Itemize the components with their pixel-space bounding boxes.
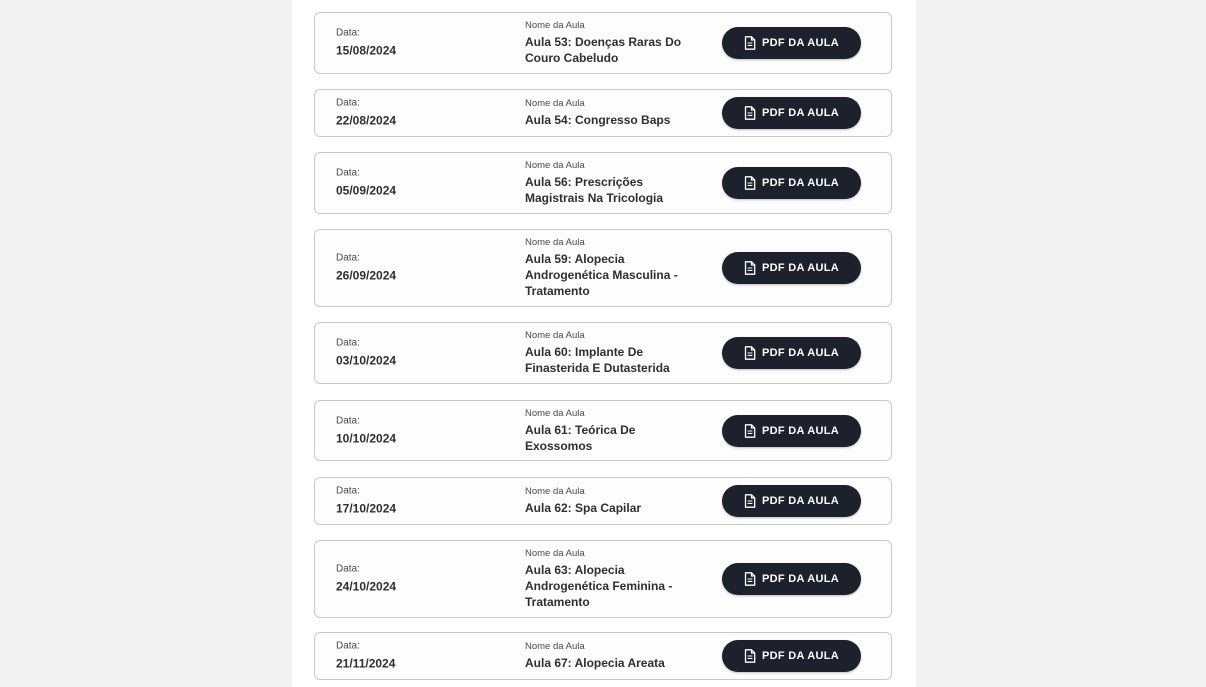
document-icon (744, 36, 756, 50)
lesson-card (314, 540, 892, 618)
date-label: Data: (336, 485, 360, 497)
pdf-button-label: PDF DA AULA (761, 424, 840, 437)
pdf-button-label: PDF DA AULA (761, 177, 840, 189)
name-label: Nome da Aula (525, 486, 585, 497)
document-icon (744, 572, 756, 586)
date-label: Data: (336, 640, 360, 652)
lesson-name: Aula 54: Congresso Baps (525, 113, 671, 127)
document-icon (744, 261, 756, 275)
pdf-button-label: PDF DA AULA (761, 37, 840, 49)
lesson-name: Aula 59: Alopecia Androgenética Masculina - Tratamento (525, 252, 678, 298)
lesson-card (314, 229, 892, 307)
name-block (525, 160, 695, 206)
date-block (336, 253, 396, 284)
pdf-download-button[interactable] (722, 167, 861, 199)
name-block (525, 98, 695, 128)
pdf-download-button[interactable] (722, 97, 861, 129)
pdf-button-label: PDF DA AULA (761, 495, 840, 507)
lesson-name: Aula 60: Implante De Finasterida E Dutasterida (525, 345, 670, 375)
date-block (336, 98, 396, 129)
date-label: Data: (336, 252, 360, 264)
lesson-name: Aula 61: Teórica De Exossomos (525, 422, 636, 453)
date-label: Data: (336, 563, 360, 575)
document-icon (744, 106, 756, 120)
pdf-download-button[interactable] (722, 563, 861, 595)
pdf-download-button[interactable] (722, 27, 861, 59)
pdf-download-button[interactable] (722, 415, 861, 447)
lesson-card (314, 89, 892, 137)
pdf-download-button[interactable] (722, 485, 861, 517)
name-label: Nome da Aula (525, 20, 585, 31)
pdf-download-button[interactable] (722, 337, 861, 369)
date-label: Data: (336, 97, 360, 109)
pdf-download-button[interactable] (722, 640, 861, 672)
lesson-date: 21/11/2024 (336, 656, 396, 671)
lesson-card (314, 12, 892, 74)
name-label: Nome da Aula (525, 160, 585, 171)
date-block (336, 415, 396, 446)
name-block (525, 548, 695, 610)
lesson-date: 05/09/2024 (336, 183, 397, 198)
lesson-date: 15/08/2024 (336, 43, 397, 58)
lesson-date: 17/10/2024 (336, 501, 397, 516)
date-block (336, 338, 396, 369)
pdf-button-label: PDF DA AULA (761, 650, 840, 662)
lesson-date: 24/10/2024 (336, 579, 397, 594)
document-icon (744, 176, 756, 190)
document-icon (744, 649, 756, 663)
name-block (525, 237, 695, 299)
pdf-button-label: PDF DA AULA (761, 262, 840, 274)
name-label: Nome da Aula (525, 641, 585, 652)
name-block (525, 641, 695, 671)
document-icon (744, 346, 756, 360)
lesson-date: 10/10/2024 (336, 431, 397, 445)
name-block (525, 408, 695, 454)
pdf-download-button[interactable] (722, 252, 861, 284)
pdf-button-label: PDF DA AULA (761, 107, 840, 119)
date-label: Data: (336, 27, 360, 39)
name-block (525, 486, 695, 516)
name-label: Nome da Aula (525, 237, 585, 248)
document-icon (744, 424, 756, 438)
lesson-date: 26/09/2024 (336, 268, 397, 283)
pdf-button-label: PDF DA AULA (761, 347, 840, 359)
lesson-name: Aula 63: Alopecia Androgenética Feminina - Tratamento (525, 563, 673, 609)
date-block (336, 486, 396, 517)
lesson-date: 03/10/2024 (336, 353, 397, 368)
lesson-card (314, 632, 892, 680)
lesson-card (314, 400, 892, 461)
date-label: Data: (336, 337, 360, 349)
lesson-card (314, 322, 892, 384)
document-icon (744, 494, 756, 508)
name-label: Nome da Aula (525, 98, 585, 109)
date-block (336, 564, 396, 595)
lesson-card (314, 152, 892, 214)
pdf-button-label: PDF DA AULA (761, 573, 840, 585)
lesson-name: Aula 56: Prescrições Magistrais Na Tricologia (525, 175, 664, 205)
date-block (336, 641, 395, 672)
date-label: Data: (336, 167, 360, 179)
name-label: Nome da Aula (525, 330, 585, 341)
lesson-card (314, 477, 892, 525)
name-block (525, 20, 695, 66)
date-block (336, 28, 396, 59)
date-label: Data: (336, 415, 360, 426)
lesson-name: Aula 67: Alopecia Areata (525, 656, 665, 670)
lesson-name: Aula 62: Spa Capilar (525, 501, 642, 515)
name-label: Nome da Aula (525, 407, 585, 419)
name-block (525, 330, 695, 376)
date-block (336, 168, 396, 199)
lesson-date: 22/08/2024 (336, 113, 397, 128)
lesson-list-page (292, 0, 916, 687)
lesson-name: Aula 53: Doenças Raras Do Couro Cabeludo (525, 35, 682, 65)
name-label: Nome da Aula (525, 548, 585, 559)
